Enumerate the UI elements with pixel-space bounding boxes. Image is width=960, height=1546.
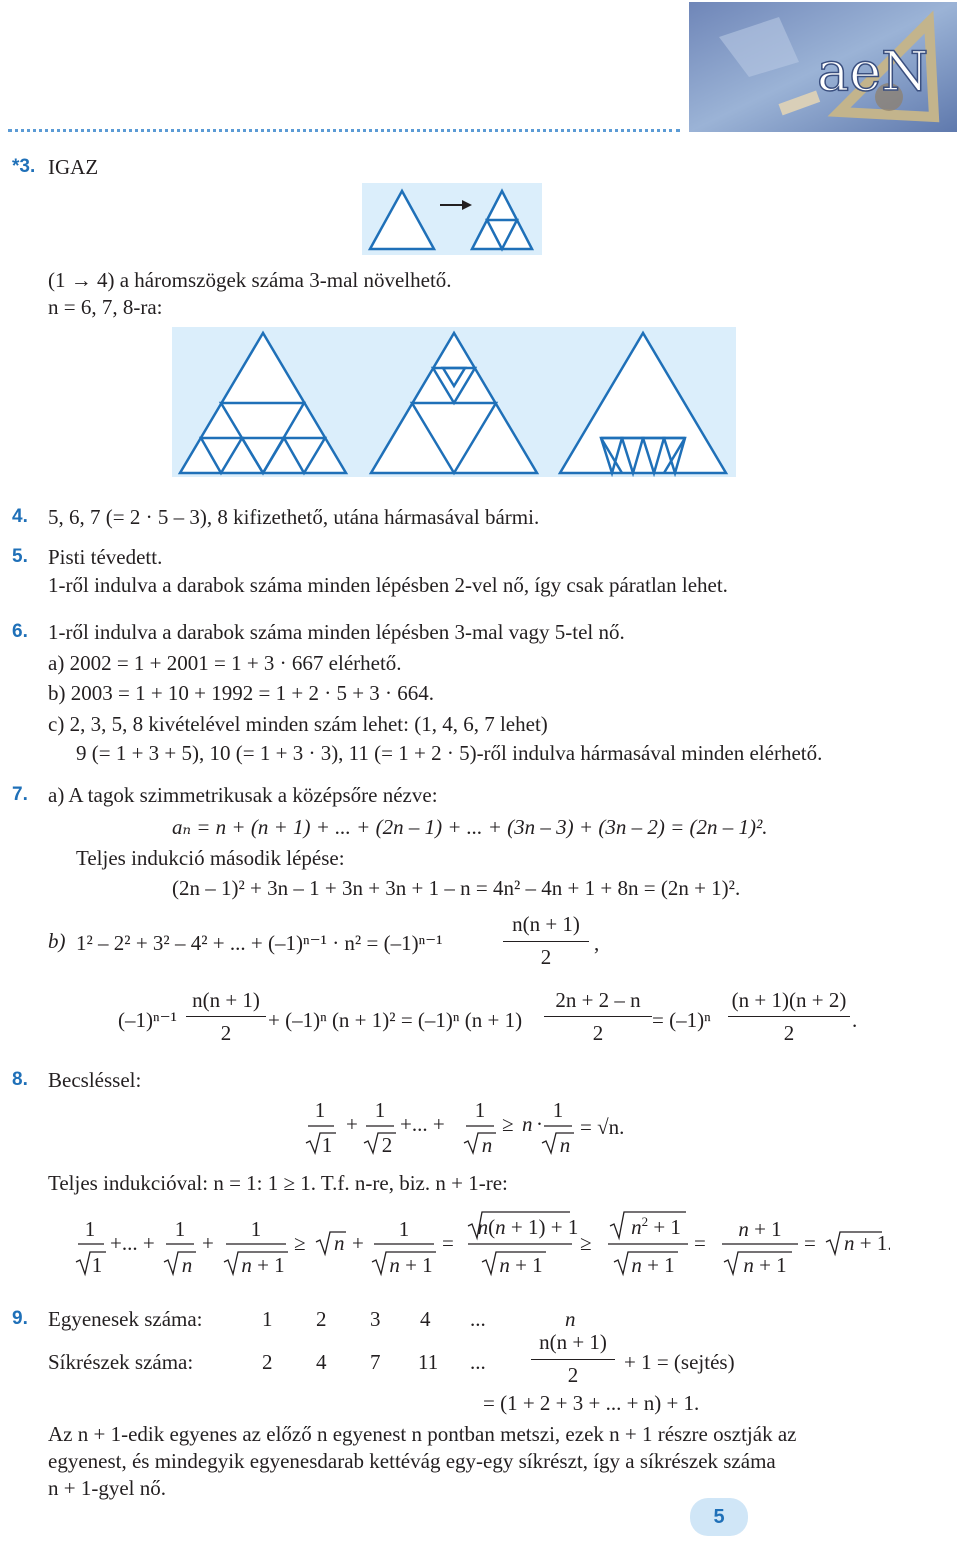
svg-text:n + 1: n + 1 [241,1253,285,1277]
svg-text:1: 1 [250,1217,262,1241]
svg-text:+... +: +... + [110,1231,155,1255]
explanation-line: Az n + 1-edik egyenes az előző n egyenest n pontban metszi, ezek n + 1 részre osztják az [48,1422,797,1446]
fraction-bar [503,941,589,942]
svg-text:n + 1: n + 1 [743,1253,787,1277]
problem-5-line2: 1-ről indulva a darabok száma minden lépésben 2-vel nő, így csak páratlan lehet. [48,573,728,597]
fraction-numerator: 2n + 2 – n [555,988,641,1012]
svg-text:≥: ≥ [580,1231,592,1255]
svg-text:1: 1 [398,1217,410,1241]
svg-text:n + 1: n + 1 [499,1253,543,1277]
regions-count-value: 4 [316,1350,327,1374]
header-divider [8,129,680,132]
fraction-bar [186,1016,266,1017]
svg-text:n: n [559,1133,571,1157]
explanation-line: n + 1-gyel nő. [48,1476,166,1500]
explanation-line: egyenest, és mindegyik egyenesdarab kettévág egy-egy síkrészt, így a síkrészek száma [48,1449,776,1473]
problem-7-induction: Teljes indukció második lépése: [76,846,345,870]
svg-text:+: + [346,1112,358,1136]
fraction-bar [544,1016,652,1017]
svg-text:=: = [442,1231,454,1255]
svg-text:1: 1 [91,1253,103,1277]
svg-text:2: 2 [381,1133,393,1157]
svg-text:n + 1.: n + 1. [844,1231,890,1255]
fraction-denominator: 2 [540,945,552,969]
problem-number: 8. [12,1069,28,1090]
svg-text:=: = [694,1231,706,1255]
svg-text:n + 1: n + 1 [738,1217,782,1241]
fraction-denominator: 2 [220,1021,232,1045]
svg-text:+... +: +... + [400,1112,445,1136]
regions-count-value: ... [470,1350,486,1374]
fraction-denominator: 2 [567,1363,579,1387]
svg-text:n + 1: n + 1 [631,1253,675,1277]
problem-7-c-eq: = (–1)ⁿ [652,1008,711,1032]
fraction-numerator: (n + 1)(n + 2) [731,988,847,1012]
problem-8-induction: Teljes indukcióval: n = 1: 1 ≥ 1. T.f. n-re, biz. n + 1-re: [48,1171,508,1195]
problem-number: 5. [12,546,28,567]
problem-5-line1: Pisti tévedett. [48,545,163,569]
logo-text: aeN [817,40,929,103]
fraction-numerator: n(n + 1) [512,912,580,936]
fraction-denominator: 2 [783,1021,795,1045]
svg-text:1: 1 [321,1133,333,1157]
svg-text:+: + [352,1231,364,1255]
regions-count-value: 11 [418,1350,439,1374]
regions-count-tail: + 1 = (sejtés) [624,1350,735,1374]
page-number: 5 [690,1498,748,1536]
svg-text:1: 1 [374,1098,386,1122]
problem-number: 9. [12,1308,28,1329]
svg-text:1: 1 [174,1217,186,1241]
svg-text:n2 + 1: $n^2 + 1$ [631,1214,681,1239]
problem-7-a-formula: aₙ = n + (n + 1) + ... + (2n – 1) + ... + (3n – 3) + (3n – 2) = (2n – 1)². [172,815,768,839]
problem-number: *3. [12,156,36,177]
problem-number: 7. [12,784,28,805]
problem-6-b: b) 2003 = 1 + 10 + 1992 = 1 + 2 · 5 + 3 · 664. [48,681,435,705]
problem-number: 4. [12,506,28,527]
problem-7-c-start: (–1)ⁿ⁻¹ [118,1008,177,1032]
svg-text:n: n [181,1253,193,1277]
fraction-bar [531,1359,615,1360]
problem-7-induction-formula: (2n – 1)² + 3n – 1 + 3n + 3n + 1 – n = 4n² – 4n + 1 + 8n = (2n + 1)². [172,876,741,900]
header-logo [689,2,957,132]
svg-text:+: + [202,1231,214,1255]
problem-number: 6. [12,621,28,642]
problem-7-b-tail: , [594,931,600,955]
svg-text:1: 1 [552,1098,564,1122]
svg-text:≥: ≥ [294,1231,306,1255]
lines-count-value: 1 [262,1307,273,1331]
triangle-cases-figure [172,327,736,477]
svg-text:≥: ≥ [502,1112,514,1136]
problem-3-title: IGAZ [48,155,99,179]
problem-6-c2: 9 (= 1 + 3 + 5), 10 (= 1 + 3 · 3), 11 (= 1 + 2 · 5)-ről indulva hármasával minden elérhető. [76,741,823,765]
induction-formula [70,1208,890,1284]
triangle-step-figure [362,183,542,255]
svg-text:n: n [522,1112,533,1136]
regions-count-value: 2 [262,1350,273,1374]
problem-4-text: 5, 6, 7 (= 2 · 5 – 3), 8 kifizethető, utána hármasával bármi. [48,505,540,529]
lines-count-label: Egyenesek száma: [48,1307,203,1331]
problem-8-label: Becsléssel: [48,1068,142,1092]
problem-6-c: c) 2, 3, 5, 8 kivételével minden szám lehet: (1, 4, 6, 7 lehet) [48,712,548,736]
problem-7-b-lhs: 1² – 2² + 3² – 4² + ... + (–1)ⁿ⁻¹ · n² = (–1)ⁿ⁻¹ [76,931,443,955]
svg-text:1: 1 [474,1098,486,1122]
regions-formula: = (1 + 2 + 3 + ... + n) + 1. [483,1391,700,1415]
fraction-numerator: n(n + 1) [539,1330,607,1354]
lines-count-value: 3 [370,1307,381,1331]
problem-3-line2: n = 6, 7, 8-ra: [48,295,163,319]
svg-text:n: n [481,1133,493,1157]
problem-6-a: a) 2002 = 1 + 2001 = 1 + 3 · 667 elérhető. [48,651,402,675]
svg-text:1: 1 [84,1217,96,1241]
estimate-tail: = √n. [580,1115,625,1139]
problem-6-line1: 1-ről indulva a darabok száma minden lépésben 3-mal vagy 5-tel nő. [48,620,625,644]
problem-7-b-label: b) [48,929,66,953]
fraction-bar [728,1016,850,1017]
problem-7-c-end: . [852,1008,858,1032]
lines-count-value: 2 [316,1307,327,1331]
svg-text:=: = [804,1231,816,1255]
problem-7-c-mid: + (–1)ⁿ (n + 1)² = (–1)ⁿ (n + 1) [268,1008,523,1032]
svg-text:·: · [536,1112,543,1136]
svg-text:n: n [334,1231,345,1255]
svg-text:n(n + 1) + 1: n(n + 1) + 1 [477,1215,579,1239]
lines-count-value: 4 [420,1307,431,1331]
regions-count-value: 7 [370,1350,381,1374]
fraction-denominator: 2 [592,1021,604,1045]
svg-text:1: 1 [314,1098,326,1122]
lines-count-value: n [565,1307,576,1331]
svg-text:n + 1: n + 1 [389,1253,433,1277]
regions-count-label: Síkrészek száma: [48,1350,194,1374]
fraction-numerator: n(n + 1) [192,988,260,1012]
problem-3-line1: (1 → 4) a háromszögek száma 3-mal növelhető. [48,268,452,292]
problem-7-a: a) A tagok szimmetrikusak a középsőre nézve: [48,783,438,807]
lines-count-value: ... [470,1307,486,1331]
